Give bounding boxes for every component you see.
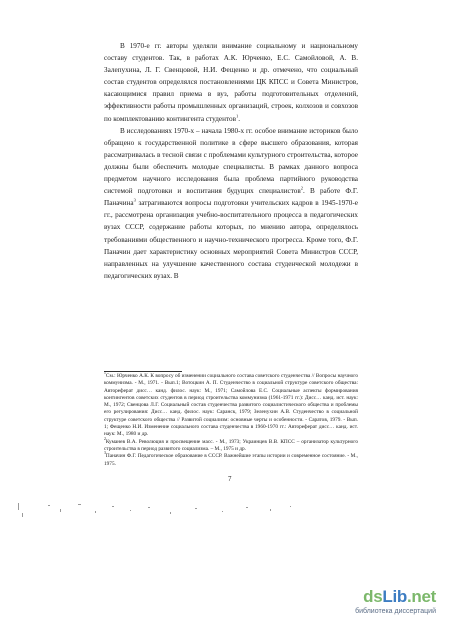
logo-lib: Lib bbox=[382, 587, 407, 606]
footnote-text: См.: Юрченко А.К. К вопросу об изменении социального состава советского студенчества // Вопросы научного коммунизма. - М., 1971. - Вып.1; Вотоцкин А. П. Студенчество в социальной структуре советского общества: Автореферат дисс… канд. филос. наук: М., 1971; Самойлова Е.С. Социальные аспекты формирования контингентов советских студентов в период строительства коммунизма (1961-1971 гг.): Дисс… канд. ист. наук: М., 1972; Свенцова Л.Г. Социальный состав студенчества развитого социалистического общества и проблемы его регулирования: Дисс… канд. филос. наук: Саранск, 1979; Зеленухин А.В. Студенчество в социальной структуре советского общества // Развитой социализм: основные черты и особенности. - Саратов, 1979. - Вып. 1; Фещенко Н.И. Изменение социального состава студенчества в 1960-1970 гг.: Автореферат дисс… канд. ист. наук: М., 1980 и др. bbox=[104, 373, 358, 438]
logo-ds: ds bbox=[363, 587, 383, 606]
footnotes bbox=[104, 373, 358, 468]
footnote-ref-3: 3 bbox=[133, 197, 136, 203]
paragraph-1 bbox=[104, 40, 358, 125]
paragraph-2-mid: . В работе Ф.Г. Паначина bbox=[104, 187, 358, 208]
logo-brand bbox=[316, 587, 436, 607]
logo-net: .net bbox=[406, 587, 436, 606]
footnote-3 bbox=[104, 453, 358, 468]
footnote-1 bbox=[104, 373, 358, 439]
paragraph-1-text: В 1970-е гг. авторы уделяли внимание социальному и национальному составу студентов. Так, в работах А.К. Юрченко, Е.С. Самойловой, А. В. Залепухина, Л. Г. Свенцовой, Н.И. Фещенко и др. отмечено, что социальный состав студентов определялся постановлениями ЦК КПСС и Совета Министров, касающимися правил приема в вуз, работы подготовительных отделений, эффективности работы промышленных организаций, строек, колхозов и совхозов по комплектованию контингента студентов bbox=[104, 42, 358, 123]
logo-subtitle: библиотека диссертаций bbox=[355, 608, 436, 615]
footnote-text: Куманев В.А. Революция и просвещение масс. - М., 1973; Украинцев В.В. КПСС – организатор культурного строительства в период развитого социализма. – М., 1975 и др. bbox=[104, 438, 358, 452]
body-text bbox=[104, 40, 358, 282]
paragraph-1-end: . bbox=[238, 114, 241, 123]
footnote-ref-1: 1 bbox=[236, 113, 239, 119]
footnote-number: 2 bbox=[104, 436, 106, 441]
footnote-ref-2: 2 bbox=[300, 185, 304, 191]
page-number: 7 bbox=[228, 475, 232, 483]
footnote-number: 3 bbox=[104, 451, 106, 456]
paragraph-2-text: В исследованиях 1970-х – начала 1980-х гг. особое внимание историков было обращено к государственной политике в сфере высшего образования, которая рассматривалась в тесной связи с проблемами культурного строительства, которое должны были обеспечить молодые специалисты. В рамках данного вопроса предметом научного исследования была проблема партийного руководства системой подготовки и воспитания будущих специалистов bbox=[104, 126, 358, 196]
footnote-2 bbox=[104, 436, 358, 454]
dslib-watermark-logo bbox=[316, 587, 436, 625]
paragraph-2 bbox=[104, 125, 358, 282]
footnote-number: 1 bbox=[104, 371, 106, 376]
footnote-divider bbox=[104, 371, 182, 372]
paragraph-2-end: затрагиваются вопросы подготовки учительских кадров в 1945-1970-е гг., рассмотрена организация учебно-воспитательного процесса в педагогических вузах СССР, содержание работы которых, по мнению автора, определялось требованиями общественного и научно-технического прогресса. Кроме того, Ф.Г. Паначин дает характеристику основных мероприятий Совета Министров СССР, направленных на улучшение качественного состава студенческой молодежи в педагогических вузах. В bbox=[104, 199, 358, 280]
scan-artifacts bbox=[0, 495, 450, 535]
footnote-text: Паначин Ф.Г. Педагогическое образование в СССР. Важнейшие этапы истории и современное состояние. - М., 1975. bbox=[104, 453, 358, 467]
